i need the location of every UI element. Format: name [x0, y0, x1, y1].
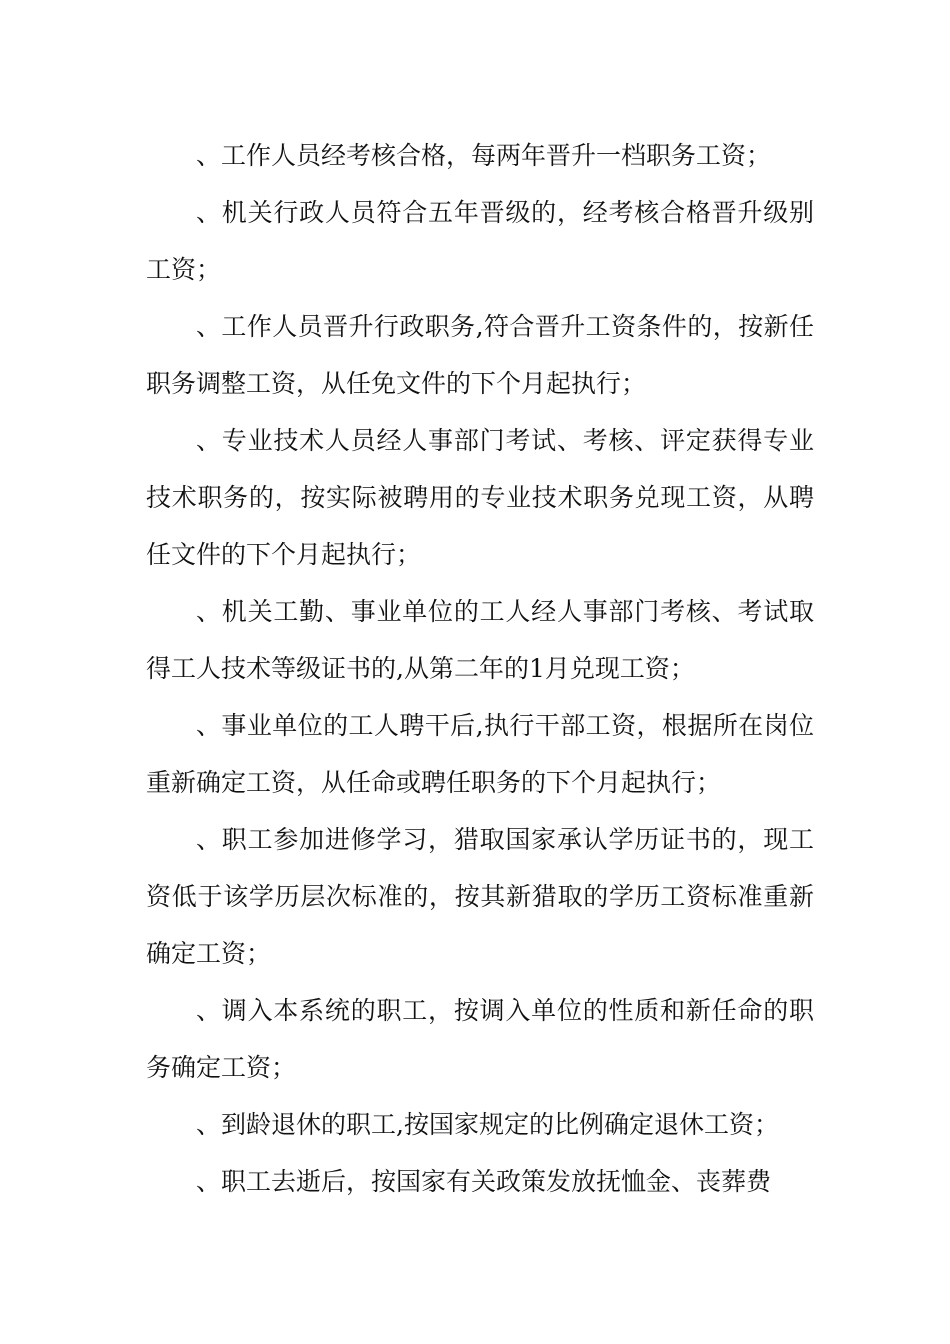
paragraph-5: 、机关工勤、事业单位的工人经人事部门考核、考试取得工人技术等级证书的,从第二年的1月兑现工资； [146, 597, 814, 683]
document-body [146, 127, 814, 1210]
paragraph-6: 、事业单位的工人聘干后,执行干部工资，根据所在岗位重新确定工资，从任命或聘任职务的下个月起执行； [146, 711, 814, 797]
paragraph-2: 、机关行政人员符合五年晋级的，经考核合格晋升级别工资； [146, 198, 814, 284]
paragraph-4: 、专业技术人员经人事部门考试、考核、评定获得专业技术职务的，按实际被聘用的专业技术职务兑现工资，从聘任文件的下个月起执行； [146, 426, 814, 569]
paragraph-8: 、调入本系统的职工，按调入单位的性质和新任命的职务确定工资； [146, 996, 814, 1082]
paragraph-9: 、到龄退休的职工,按国家规定的比例确定退休工资； [196, 1110, 779, 1139]
paragraph-10: 、职工去逝后，按国家有关政策发放抚恤金、丧葬费 [196, 1167, 772, 1196]
paragraph-7: 、职工参加进修学习，猎取国家承认学历证书的，现工资低于该学历层次标准的，按其新猎取的学历工资标准重新确定工资； [146, 825, 814, 968]
paragraph-1: 、工作人员经考核合格，每两年晋升一档职务工资； [196, 141, 772, 170]
paragraph-3: 、工作人员晋升行政职务,符合晋升工资条件的，按新任职务调整工资，从任免文件的下个月起执行； [146, 312, 814, 398]
